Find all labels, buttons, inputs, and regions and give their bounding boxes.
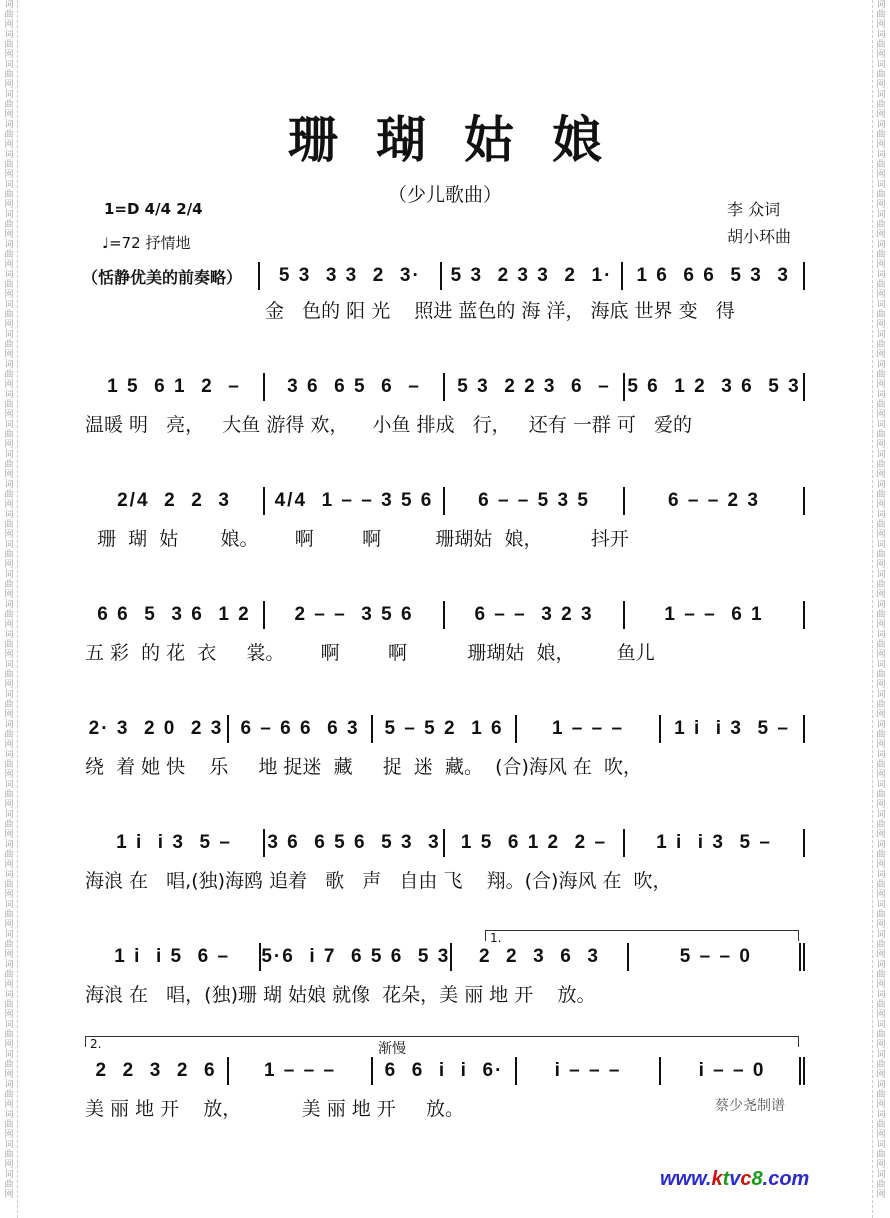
ritardando-marking: 渐慢 — [378, 1041, 406, 1057]
lyrics-line: 美 丽 地 开 放， 美 丽 地 开 放。 — [85, 1098, 464, 1120]
measure: 6 – 6 6 6 3 — [240, 718, 360, 739]
measure: 1 5 6 1 2 2 – — [460, 832, 608, 853]
measure: 5 6 1 2 3 6 5 3 — [627, 376, 801, 397]
composer: 胡小环曲 — [727, 227, 792, 246]
lyrics-line: 海浪 在 唱，(独)珊 瑚 姑娘 就像 花朵，美 丽 地 开 放。 — [85, 984, 596, 1006]
measure: 2 2 3 6 3 — [478, 946, 601, 967]
measure: 6 6 i i 6· — [384, 1060, 504, 1081]
measure: 1 5 6 1 2 – — [107, 376, 241, 397]
logo-part: .com — [762, 1168, 810, 1190]
intro-note: （恬静优美的前奏略） — [82, 268, 243, 287]
notation-line — [85, 373, 805, 401]
measure: 3 6 6 5 6 – — [287, 376, 421, 397]
site-logo — [660, 1168, 809, 1191]
bar-line — [803, 943, 805, 971]
logo-part: 8 — [751, 1168, 763, 1190]
notation-line — [85, 1057, 805, 1085]
measure: 2/4 2 2 3 — [117, 490, 231, 511]
measure: 1 i i 3 5 – — [674, 718, 790, 739]
lyrics-line: 温暖 明 亮， 大鱼 游得 欢， 小鱼 排成 行， 还有 一群 可 爱的 — [85, 414, 692, 436]
measure: 5·6 i 7 6 5 6 5 3 — [261, 946, 451, 967]
measure: i – – 0 — [698, 1060, 766, 1081]
measure: 1 – – 6 1 — [664, 604, 764, 625]
lyrics-line: 海浪 在 唱,(独)海鸥 追着 歌 声 自由 飞 翔。(合)海风 在 吹， — [85, 870, 672, 892]
notation-line — [85, 829, 805, 857]
bar-line — [803, 829, 805, 857]
measure: 6 – – 3 2 3 — [474, 604, 594, 625]
measure: 2 – – 3 5 6 — [294, 604, 414, 625]
measure: 1 i i 5 6 – — [114, 946, 231, 967]
measure: 1 6 6 6 5 3 3 — [636, 265, 790, 286]
measure: 1 – – – — [263, 1060, 337, 1081]
measure: 3 6 6 5 6 5 3 3 — [267, 832, 441, 853]
second-ending-bracket: 2. — [85, 1036, 799, 1047]
lyrics-line: 金 色的 阳 光 照进 蓝色的 海 洋， 海底 世界 变 得 — [265, 300, 735, 322]
song-title: 珊瑚姑娘 — [288, 111, 640, 169]
logo-part: t — [722, 1168, 730, 1190]
lyricist: 李 众词 — [727, 200, 781, 219]
measure: 1 i i 3 5 – — [116, 832, 232, 853]
bar-line — [803, 262, 805, 290]
logo-part: v — [729, 1168, 741, 1190]
notation-line — [85, 487, 805, 515]
bar-line — [803, 715, 805, 743]
key-signature: 1=D 4/4 2/4 — [104, 200, 203, 218]
bar-line — [803, 373, 805, 401]
measure: 5 – 5 2 1 6 — [384, 718, 504, 739]
measure: 1 i i 3 5 – — [656, 832, 772, 853]
measure: 4/4 1 – – 3 5 6 — [274, 490, 434, 511]
logo-part: k — [711, 1168, 723, 1190]
bar-line — [803, 601, 805, 629]
transcriber-credit: 蔡少尧制谱 — [715, 1098, 785, 1114]
measure: 6 – – 5 3 5 — [478, 490, 590, 511]
notation-line — [85, 943, 805, 971]
measure: 5 3 2 2 3 6 – — [457, 376, 611, 397]
logo-part: www. — [660, 1168, 712, 1190]
measure: 2 2 3 2 6 — [95, 1060, 217, 1081]
measure: 5 – – 0 — [679, 946, 752, 967]
logo-part: c — [740, 1168, 752, 1190]
measure: i – – – — [554, 1060, 622, 1081]
measure: 5 3 3 3 2 3· — [278, 265, 421, 286]
measure: 6 – – 2 3 — [668, 490, 760, 511]
measure: 5 3 2 3 3 2 1· — [450, 265, 613, 286]
bar-line — [803, 487, 805, 515]
measure: 1 – – – — [551, 718, 625, 739]
watermark-right: 词曲网词曲网词曲网词曲网词曲网词曲网词曲网词曲网词曲网词曲网词曲网词曲网词曲网词曲网词曲网词曲网词曲网词曲网词曲网词曲网词曲网词曲网词曲网词曲网词曲网词曲网词曲网词曲网词曲网词曲网词曲网词曲网词曲网词曲网词曲网词曲网词曲网词曲网词曲网词曲网 — [876, 0, 886, 1200]
measure: 2· 3 2 0 2 3 — [88, 718, 224, 739]
notation-line — [85, 715, 805, 743]
measure: 6 6 5 3 6 1 2 — [97, 604, 251, 625]
bar-line — [803, 1057, 805, 1085]
watermark-left: 词曲网词曲网词曲网词曲网词曲网词曲网词曲网词曲网词曲网词曲网词曲网词曲网词曲网词曲网词曲网词曲网词曲网词曲网词曲网词曲网词曲网词曲网词曲网词曲网词曲网词曲网词曲网词曲网词曲网词曲网词曲网词曲网词曲网词曲网词曲网词曲网词曲网词曲网词曲网词曲网 — [4, 0, 14, 1200]
tempo-marking: ♩=72 抒情地 — [102, 234, 191, 252]
lyrics-line: 珊 瑚 姑 娘。 啊 啊 珊瑚姑 娘， 抖开 — [85, 528, 629, 550]
notation-line — [258, 262, 805, 290]
lyrics-line: 绕 着 她 快 乐 地 捉迷 藏 捉 迷 藏。 (合)海风 在 吹， — [85, 756, 643, 778]
lyrics-line: 五 彩 的 花 衣 裳。 啊 啊 珊瑚姑 娘， 鱼儿 — [85, 642, 655, 664]
first-ending-bracket: 1. — [485, 930, 799, 941]
notation-line — [85, 601, 805, 629]
song-subtitle: （少儿歌曲） — [387, 184, 502, 206]
